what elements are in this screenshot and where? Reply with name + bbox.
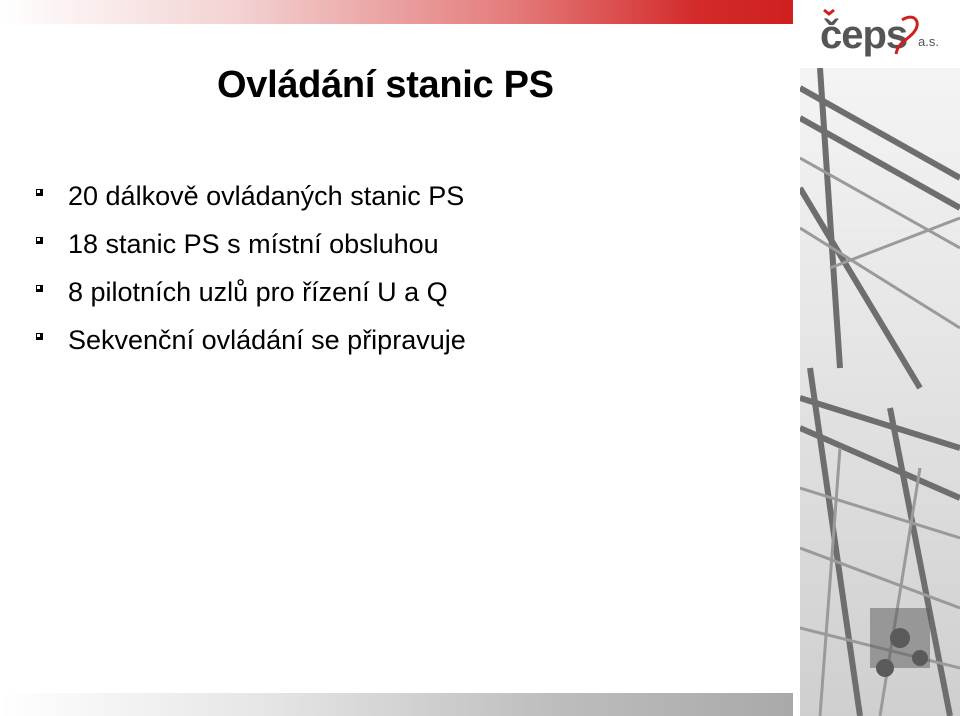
square-bullet-icon (36, 237, 43, 244)
bottom-accent-bar (0, 693, 793, 716)
square-bullet-icon (36, 285, 43, 292)
transmission-tower-photo-icon (800, 68, 960, 716)
slide-title: Ovládání stanic PS (217, 64, 554, 106)
bullet-text: 18 stanic PS s místní obsluhou (68, 229, 439, 259)
ceps-logo (818, 8, 944, 62)
bullet-text: Sekvenční ovládání se připravuje (68, 325, 466, 355)
square-bullet-icon (36, 189, 43, 196)
top-accent-bar (0, 0, 793, 24)
square-bullet-icon (36, 333, 43, 340)
bullet-text: 20 dálkově ovládaných stanic PS (68, 181, 465, 211)
bullet-text: 8 pilotních uzlů pro řízení U a Q (68, 277, 448, 307)
logo-wordmark: čeps (820, 13, 908, 57)
logo-suffix: a.s. (918, 34, 939, 49)
